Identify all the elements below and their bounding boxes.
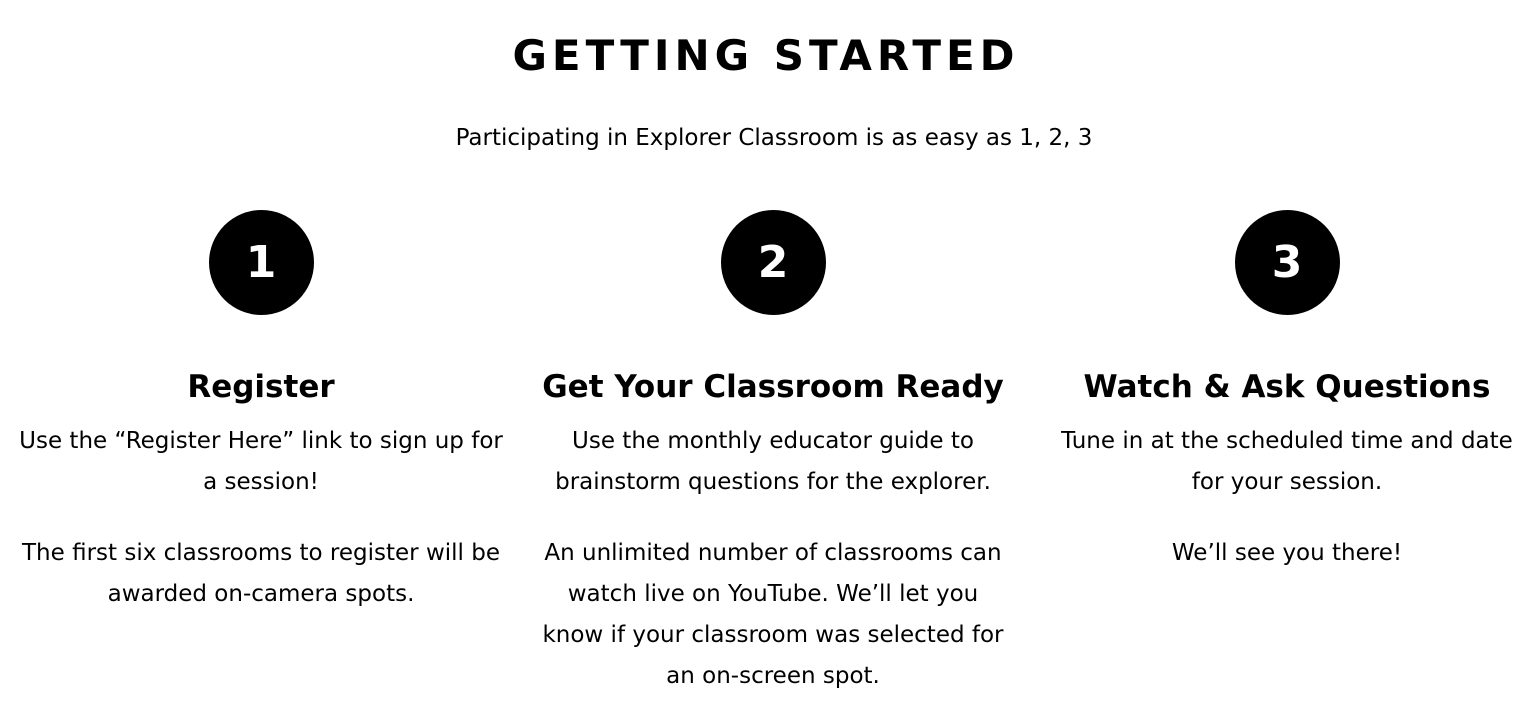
step-number-badge: 1 — [209, 210, 314, 315]
step-description: Tune in at the scheduled time and date for your session. — [1061, 428, 1513, 495]
step-number-badge: 2 — [721, 210, 826, 315]
step-description: Use the monthly educator guide to brainstorm questions for the explorer. — [555, 428, 991, 495]
step-title: Watch & Ask Questions — [1083, 369, 1491, 405]
step-note: The first six classrooms to register will be awarded on-camera spots. — [22, 540, 500, 607]
step-get-classroom-ready — [538, 210, 1008, 697]
step-note: An unlimited number of classrooms can watch live on YouTube. We’ll let you know if your classroom was selected for an on-screen spot. — [542, 540, 1004, 689]
page-title: GETTING STARTED — [512, 31, 1020, 80]
step-title: Get Your Classroom Ready — [542, 369, 1004, 405]
step-title: Register — [187, 369, 335, 405]
step-note: We’ll see you there! — [1171, 540, 1403, 566]
page-subtitle: Participating in Explorer Classroom is as easy as 1, 2, 3 — [455, 125, 1093, 151]
step-description: Use the “Register Here” link to sign up for a session! — [19, 428, 503, 495]
step-watch-and-ask — [1056, 210, 1518, 574]
step-register — [16, 210, 506, 615]
step-number-badge: 3 — [1235, 210, 1340, 315]
